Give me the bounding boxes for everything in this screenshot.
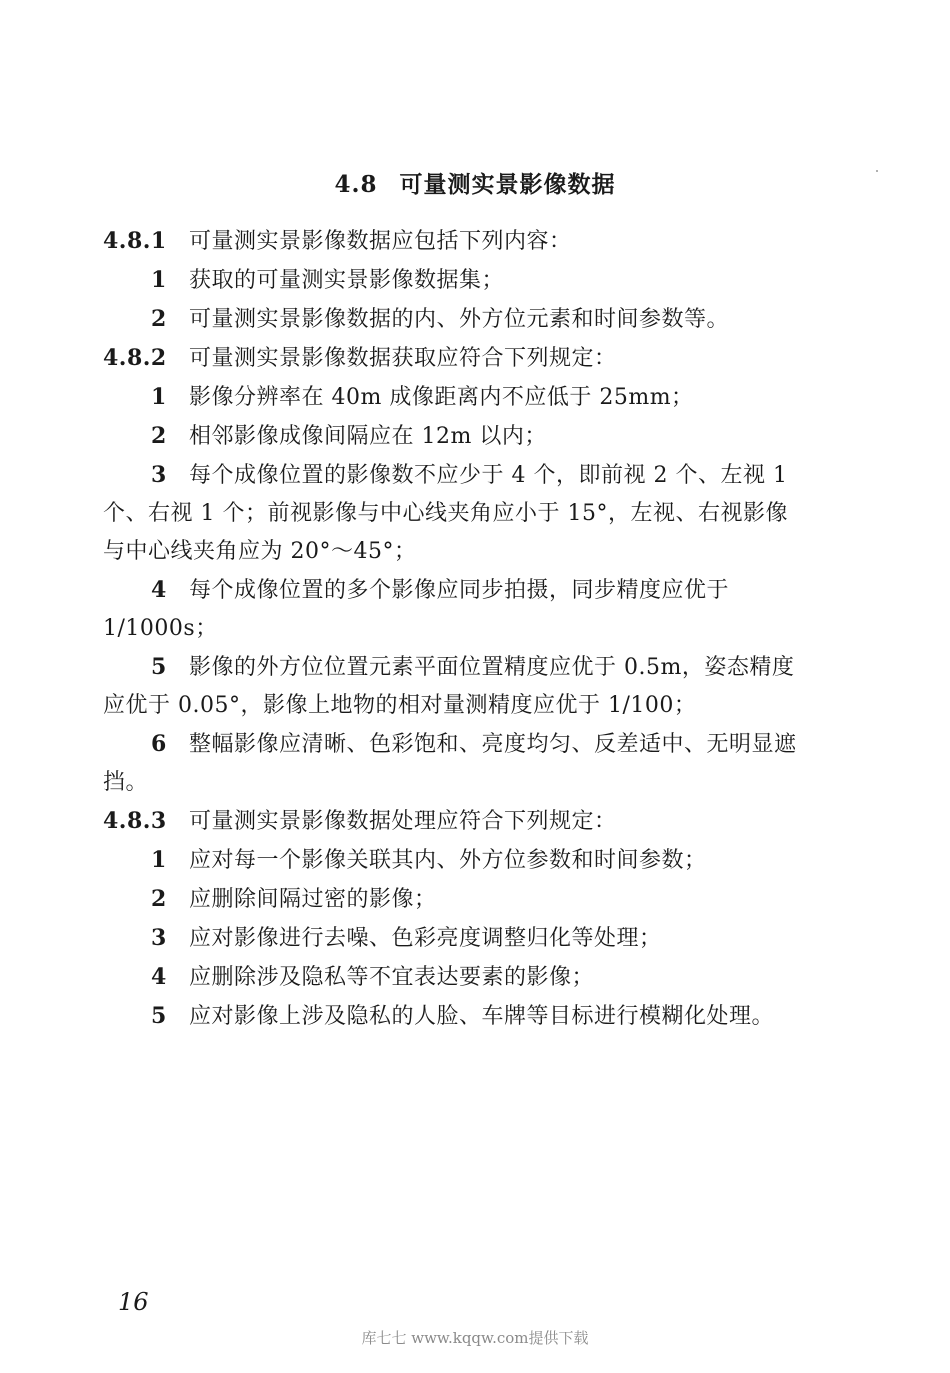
item-text: 每个成像位置的影像数不应少于 4 个，即前视 2 个、左视 1 个、右视 1 个；前视影像与中心线夹角应小于 15°，左视、右视影像与中心线夹角应为 20°～45°；: [103, 463, 788, 564]
list-item: [103, 725, 803, 802]
item-text: 整幅影像应清晰、色彩饱和、亮度均匀、反差适中、无明显遮挡。: [103, 732, 797, 795]
download-watermark: 库七七 www.kqqw.com提供下载: [361, 1329, 589, 1347]
item-number: 3: [151, 925, 167, 951]
list-item: [103, 958, 803, 997]
item-text: 应删除间隔过密的影像；: [189, 887, 437, 912]
item-text: 相邻影像成像间隔应在 12m 以内；: [189, 424, 547, 449]
item-number: 1: [151, 267, 167, 293]
item-number: 2: [151, 423, 167, 449]
item-text: 应删除涉及隐私等不宜表达要素的影像；: [189, 965, 595, 990]
section-heading: [0, 166, 950, 199]
page-number: 16: [118, 1288, 149, 1316]
clause-4-8-3: [103, 802, 803, 841]
item-text: 应对每一个影像关联其内、外方位参数和时间参数；: [189, 848, 707, 873]
list-item: [103, 456, 803, 571]
item-text: 影像分辨率在 40m 成像距离内不应低于 25mm；: [189, 385, 694, 410]
clause-number: 4.8.3: [103, 808, 167, 834]
section-number: 4.8: [334, 171, 378, 198]
item-text: 可量测实景影像数据的内、外方位元素和时间参数等。: [189, 307, 730, 332]
item-number: 1: [151, 847, 167, 873]
item-text: 每个成像位置的多个影像应同步拍摄，同步精度应优于 1/1000s；: [103, 578, 730, 641]
item-number: 1: [151, 384, 167, 410]
section-title: 可量测实景影像数据: [399, 172, 616, 198]
list-item: [103, 919, 803, 958]
clause-number: 4.8.1: [103, 228, 167, 254]
clause-4-8-2: [103, 339, 803, 378]
clause-4-8-1: [103, 222, 803, 261]
list-item: [103, 997, 803, 1036]
item-number: 4: [151, 577, 167, 603]
list-item: [103, 571, 803, 648]
clause-list: [103, 222, 803, 1036]
item-text: 应对影像进行去噪、色彩亮度调整归化等处理；: [189, 926, 662, 951]
item-text: 影像的外方位位置元素平面位置精度应优于 0.5m，姿态精度应优于 0.05°，影像上地物的相对量测精度应优于 1/100；: [103, 655, 795, 718]
list-item: [103, 648, 803, 725]
item-number: 5: [151, 654, 167, 680]
item-number: 4: [151, 964, 167, 990]
item-number: 2: [151, 886, 167, 912]
list-item: [103, 417, 803, 456]
list-item: [103, 880, 803, 919]
item-number: 6: [151, 731, 167, 757]
list-item: [103, 300, 803, 339]
clause-text: 可量测实景影像数据应包括下列内容：: [189, 229, 572, 254]
item-number: 2: [151, 306, 167, 332]
item-number: 5: [151, 1003, 167, 1029]
item-text: 应对影像上涉及隐私的人脸、车牌等目标进行模糊化处理。: [189, 1004, 775, 1029]
item-text: 获取的可量测实景影像数据集；: [189, 268, 505, 293]
list-item: [103, 261, 803, 300]
list-item: [103, 841, 803, 880]
clause-text: 可量测实景影像数据获取应符合下列规定：: [189, 346, 617, 371]
list-item: [103, 378, 803, 417]
clause-text: 可量测实景影像数据处理应符合下列规定：: [189, 809, 617, 834]
item-number: 3: [151, 462, 167, 488]
clause-number: 4.8.2: [103, 345, 167, 371]
